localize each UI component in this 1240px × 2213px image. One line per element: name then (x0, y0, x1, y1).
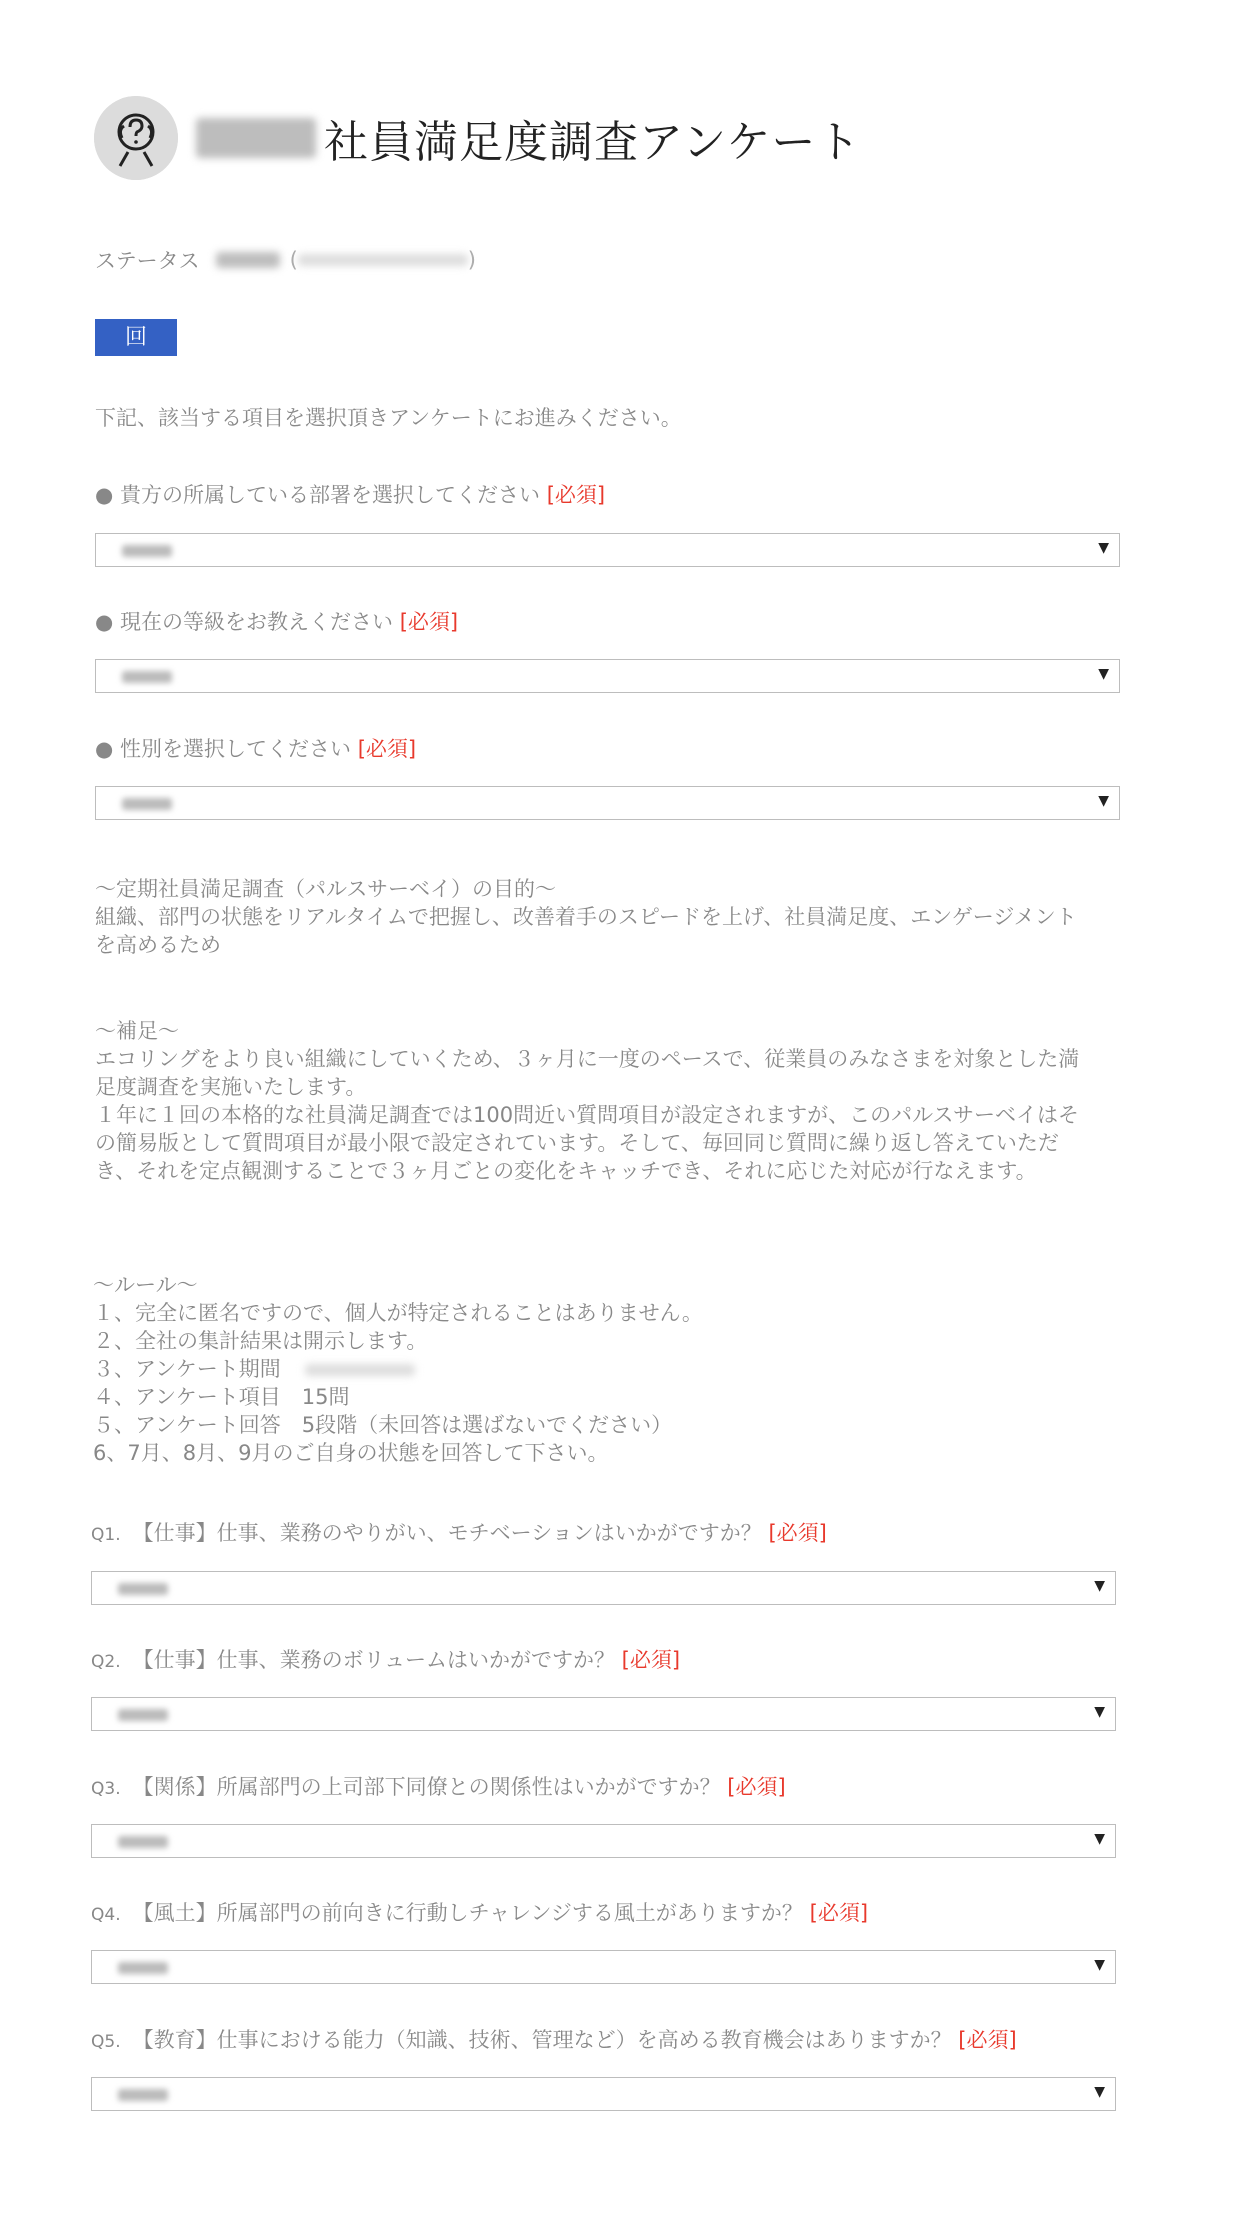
gender-select[interactable] (95, 786, 1120, 820)
q2-select[interactable] (91, 1697, 1116, 1731)
company-name-redacted (196, 118, 316, 158)
profile-question-department (95, 479, 605, 509)
rule-line: ２、全社の集計結果は開示します。 (93, 1329, 428, 1353)
purpose-text-line: を高めるため (95, 933, 221, 957)
question-text: 【関係】所属部門の上司部下同僚との関係性はいかがですか？ (132, 1775, 721, 1799)
q5-select[interactable] (91, 2077, 1116, 2111)
select-placeholder-redacted (122, 545, 172, 557)
question-text: 【仕事】仕事、業務のやりがい、モチベーションはいかがですか？ (132, 1521, 762, 1545)
rule-line: ４、アンケート項目 15問 (93, 1385, 350, 1409)
avatar (94, 96, 178, 180)
survey-question-4 (91, 1897, 868, 1927)
chevron-down-icon: ▼ (1098, 540, 1109, 556)
select-placeholder-redacted (122, 798, 172, 810)
status-paren-close: ) (467, 248, 476, 272)
required-label: [必須] (809, 1901, 869, 1925)
select-placeholder-redacted (118, 1962, 168, 1974)
select-placeholder-redacted (118, 1583, 168, 1595)
question-number: Q5. (91, 2032, 121, 2052)
required-label: [必須] (546, 483, 606, 507)
required-label: [必須] (399, 610, 459, 634)
required-label: [必須] (357, 737, 417, 761)
rule-line: 6、7月、8月、9月のご自身の状態を回答して下さい。 (93, 1441, 609, 1465)
bullet: ● (95, 610, 114, 634)
chevron-down-icon: ▼ (1098, 793, 1109, 809)
required-label: [必須] (621, 1648, 681, 1672)
select-placeholder-redacted (118, 1836, 168, 1848)
purpose-heading: 〜定期社員満足調査（パルスサーベイ）の目的〜 (95, 877, 556, 901)
supplement-text-line: 足度調査を実施いたします。 (95, 1075, 367, 1099)
q4-select[interactable] (91, 1950, 1116, 1984)
rule-line: １、完全に匿名ですので、個人が特定されることはありません。 (93, 1301, 703, 1325)
bullet: ● (95, 737, 114, 761)
supplement-text-line: エコリングをより良い組織にしていくため、３ヶ月に一度のペースで、従業員のみなさまを対象とした満 (95, 1047, 1080, 1071)
question-text: 【教育】仕事における能力（知識、技術、管理など）を高める教育機会はありますか？ (132, 2028, 952, 2052)
q1-select[interactable] (91, 1571, 1116, 1605)
chevron-down-icon: ▼ (1094, 1578, 1105, 1594)
supplement-text-line: １年に１回の本格的な社員満足調査では100問近い質問項目が設定されますが、このパルスサーベイはそ (95, 1103, 1080, 1127)
question-text: 性別を選択してください (120, 737, 352, 761)
question-number: Q2. (91, 1652, 121, 1672)
supplement-text-line: の簡易版として質問項目が最小限で設定されています。そして、毎回同じ質問に繰り返し答えていただ (95, 1131, 1059, 1155)
select-placeholder-redacted (122, 671, 172, 683)
rule-text: ３、アンケート期間 (93, 1357, 281, 1381)
question-number: Q1. (91, 1525, 121, 1545)
chevron-down-icon: ▼ (1094, 1704, 1105, 1720)
status-date-redacted (298, 254, 468, 266)
rule-line-period (93, 1355, 703, 1383)
profile-question-gender (95, 733, 416, 763)
rules-section (93, 1271, 703, 1467)
required-label: [必須] (958, 2028, 1017, 2052)
purpose-text-line: 組織、部門の状態をリアルタイムで把握し、改善着手のスピードを上げ、社員満足度、エンゲージメント (95, 905, 1077, 929)
answer-tag: 回 答 (95, 319, 177, 356)
chevron-down-icon: ▼ (1094, 1831, 1105, 1847)
required-label: [必須] (768, 1521, 827, 1545)
grade-select[interactable] (95, 659, 1120, 693)
profile-question-grade (95, 606, 458, 636)
purpose-section (95, 875, 1135, 959)
survey-question-1 (91, 1517, 827, 1547)
question-text: 【仕事】仕事、業務のボリュームはいかがですか？ (132, 1648, 615, 1672)
question-number: Q3. (91, 1779, 121, 1799)
status-value-redacted (216, 252, 280, 268)
chevron-down-icon: ▼ (1094, 2084, 1105, 2100)
period-value-redacted (305, 1364, 415, 1376)
chevron-down-icon: ▼ (1098, 666, 1109, 682)
supplement-heading: 〜補足〜 (95, 1019, 179, 1043)
supplement-section (95, 1017, 1135, 1185)
rule-line: ５、アンケート回答 5段階（未回答は選ばないでください） (93, 1413, 673, 1437)
question-person-icon (94, 96, 178, 180)
department-select[interactable] (95, 533, 1120, 567)
required-label: [必須] (727, 1775, 786, 1799)
select-placeholder-redacted (118, 1709, 168, 1721)
question-text: 貴方の所属している部署を選択してください (120, 483, 541, 507)
supplement-text-line: き、それを定点観測することで３ヶ月ごとの変化をキャッチでき、それに応じた対応が行なえます。 (95, 1159, 1037, 1183)
status-paren-open: ( (289, 248, 298, 272)
rules-heading: 〜ルール〜 (93, 1273, 198, 1297)
question-number: Q4. (91, 1905, 121, 1925)
page-title: 社員満足度調査アンケート (324, 117, 862, 168)
survey-question-2 (91, 1644, 680, 1674)
page-title-wrap (196, 108, 861, 168)
question-text: 【風土】所属部門の前向きに行動しチャレンジする風土がありますか？ (132, 1901, 803, 1925)
chevron-down-icon: ▼ (1094, 1957, 1105, 1973)
status-row (95, 245, 476, 275)
question-text: 現在の等級をお教えください (120, 610, 394, 634)
intro-text: 下記、該当する項目を選択頂きアンケートにお進みください。 (95, 406, 682, 430)
survey-question-5 (91, 2024, 1017, 2054)
q3-select[interactable] (91, 1824, 1116, 1858)
bullet: ● (95, 483, 114, 507)
status-label: ステータス (95, 249, 200, 273)
select-placeholder-redacted (118, 2089, 168, 2101)
survey-question-3 (91, 1771, 786, 1801)
